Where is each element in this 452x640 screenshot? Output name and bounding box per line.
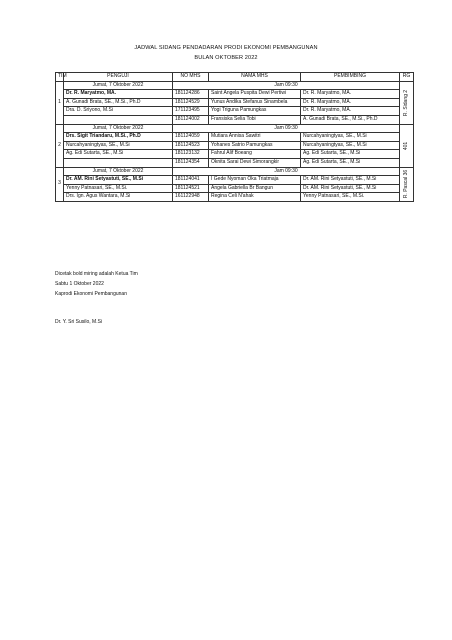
note-kaprodi: Kaprodi Ekonomi Pembangunan <box>55 291 127 297</box>
examiner-name: Yenny Patnasari, SE., M.Si. <box>64 184 173 193</box>
examiner-name: Drs. Ign. Agus Wantara, M.Si <box>64 193 173 202</box>
team-number: 2 <box>56 124 64 167</box>
table-row <box>56 176 414 185</box>
examiner-name: Dr. AM. Rini Setyastuti, SE., M.Si <box>64 176 173 185</box>
supervisor-name: Yenny Patnasari, SE., M.Si. <box>301 193 400 202</box>
col-header-penguji: PENGUJI <box>64 73 173 82</box>
team-number: 3 <box>56 167 64 201</box>
table-row <box>56 141 414 150</box>
table-row <box>56 193 414 202</box>
table-row <box>56 150 414 159</box>
note-date: Sabtu 1 Oktober 2022 <box>55 281 104 287</box>
supervisor-name: Ag. Edi Sutarta, SE., M.Si <box>301 150 400 159</box>
note-bold-legend: Dicetak bold miring adalah Ketua Tim <box>55 271 138 277</box>
student-number: 181124529 <box>173 98 209 107</box>
room-label: R. Pascal 36 <box>402 170 409 199</box>
supervisor-name: Dr. R. Maryatmo, MA. <box>301 90 400 99</box>
student-name: Oknita Sarai Dewi Simorangkir <box>209 158 301 167</box>
table-row <box>56 184 414 193</box>
signature-name: Dr. Y. Sri Susilo, M.Si <box>55 319 103 325</box>
examiner-name: Nurcahyaningtyas, SE., M.Si <box>64 141 173 150</box>
student-name: Mutiara Annisa Sawitri <box>209 133 301 142</box>
student-name: Yohanes Satrio Pamungkas <box>209 141 301 150</box>
supervisor-name: Ag. Edi Sutarta, SE., M.Si <box>301 158 400 167</box>
student-number: 171123495 <box>173 107 209 116</box>
student-name: Regina Celi N'ahak <box>209 193 301 202</box>
examiner-name: A. Gunadi Brata, SE., M.Si., Ph.D <box>64 98 173 107</box>
document-subtitle: BULAN OKTOBER 2022 <box>194 55 258 61</box>
supervisor-name: Nurcahyaningtyas, SE., M.Si <box>301 133 400 142</box>
student-number: 181124523 <box>173 141 209 150</box>
student-number: 161122948 <box>173 193 209 202</box>
supervisor-name: Dr. AM. Rini Setyastuti, SE., M.Si <box>301 176 400 185</box>
supervisor-name: Dr. R. Maryatmo, MA. <box>301 107 400 116</box>
room-cell <box>400 167 414 201</box>
examiner-name: Dra. D. Sriyono, M.Si <box>64 107 173 116</box>
notes-block <box>55 269 138 299</box>
student-name: Yunus Andika Stefanus Sinambela <box>209 98 301 107</box>
col-header-nim: NO MHS <box>173 73 209 82</box>
schedule-table <box>55 72 414 202</box>
student-number: 181124002 <box>173 115 209 124</box>
student-name: Saint Angela Puspita Dewi Pertiwi <box>209 90 301 99</box>
document-title: JADWAL SIDANG PENDADARAN PRODI EKONOMI PEMBANGUNAN <box>134 45 318 51</box>
student-number: 181124354 <box>173 158 209 167</box>
session-header-row <box>56 167 414 176</box>
student-name: Angela Gabriella Br Bangun <box>209 184 301 193</box>
room-label: 401 <box>402 141 409 150</box>
examiner-name: Drs. Sigit Triandaru, M.Si., Ph.D <box>64 133 173 142</box>
col-header-nama: NAMA MHS <box>209 73 301 82</box>
col-header-tim: TIM <box>56 73 64 82</box>
col-header-pembimbing: PEMBIMBING <box>301 73 400 82</box>
student-name: Fransiska Selia Tobi <box>209 115 301 124</box>
student-name: I Gede Nyoman Oka Triatmaja <box>209 176 301 185</box>
examiner-name: Ag. Edi Sutarta, SE., M.Si <box>64 150 173 159</box>
room-label: R. Sidang 2 <box>402 89 409 116</box>
table-row <box>56 133 414 142</box>
session-date: Jumat, 7 Oktober 2022 <box>64 124 173 133</box>
table-header-row <box>56 73 414 82</box>
room-cell <box>400 81 414 124</box>
supervisor-name: Nurcahyaningtyas, SE., M.Si <box>301 141 400 150</box>
table-row <box>56 158 414 167</box>
student-number: 181124521 <box>173 184 209 193</box>
col-header-rg: RG <box>400 73 414 82</box>
room-cell <box>400 124 414 167</box>
session-time: Jam 09:30 <box>173 124 400 133</box>
student-number: 181123132 <box>173 150 209 159</box>
table-row <box>56 115 414 124</box>
examiner-name <box>64 158 173 167</box>
supervisor-name: Dr. R. Maryatmo, MA. <box>301 98 400 107</box>
table-row <box>56 107 414 116</box>
supervisor-name: Dr. AM. Rini Setyastuti, SE., M.Si <box>301 184 400 193</box>
examiner-name: Dr. R. Maryatmo, MA. <box>64 90 173 99</box>
student-number: 181124041 <box>173 176 209 185</box>
session-date: Jumat, 7 Oktober 2022 <box>64 167 173 176</box>
session-header-row <box>56 124 414 133</box>
session-date: Jumat, 7 Oktober 2022 <box>64 81 173 90</box>
session-header-row <box>56 81 414 90</box>
student-number: 181124286 <box>173 90 209 99</box>
table-row <box>56 98 414 107</box>
schedule-body <box>56 81 414 201</box>
student-name: Fahrul Alif Boeang <box>209 150 301 159</box>
examiner-name <box>64 115 173 124</box>
student-number: 181124059 <box>173 133 209 142</box>
session-time: Jam 09:30 <box>173 81 400 90</box>
supervisor-name: A. Gunadi Brata, SE., M.Si., Ph.D <box>301 115 400 124</box>
table-row <box>56 90 414 99</box>
student-name: Yogi Triguna Pamungkas <box>209 107 301 116</box>
team-number: 1 <box>56 81 64 124</box>
session-time: Jam 09:30 <box>173 167 400 176</box>
